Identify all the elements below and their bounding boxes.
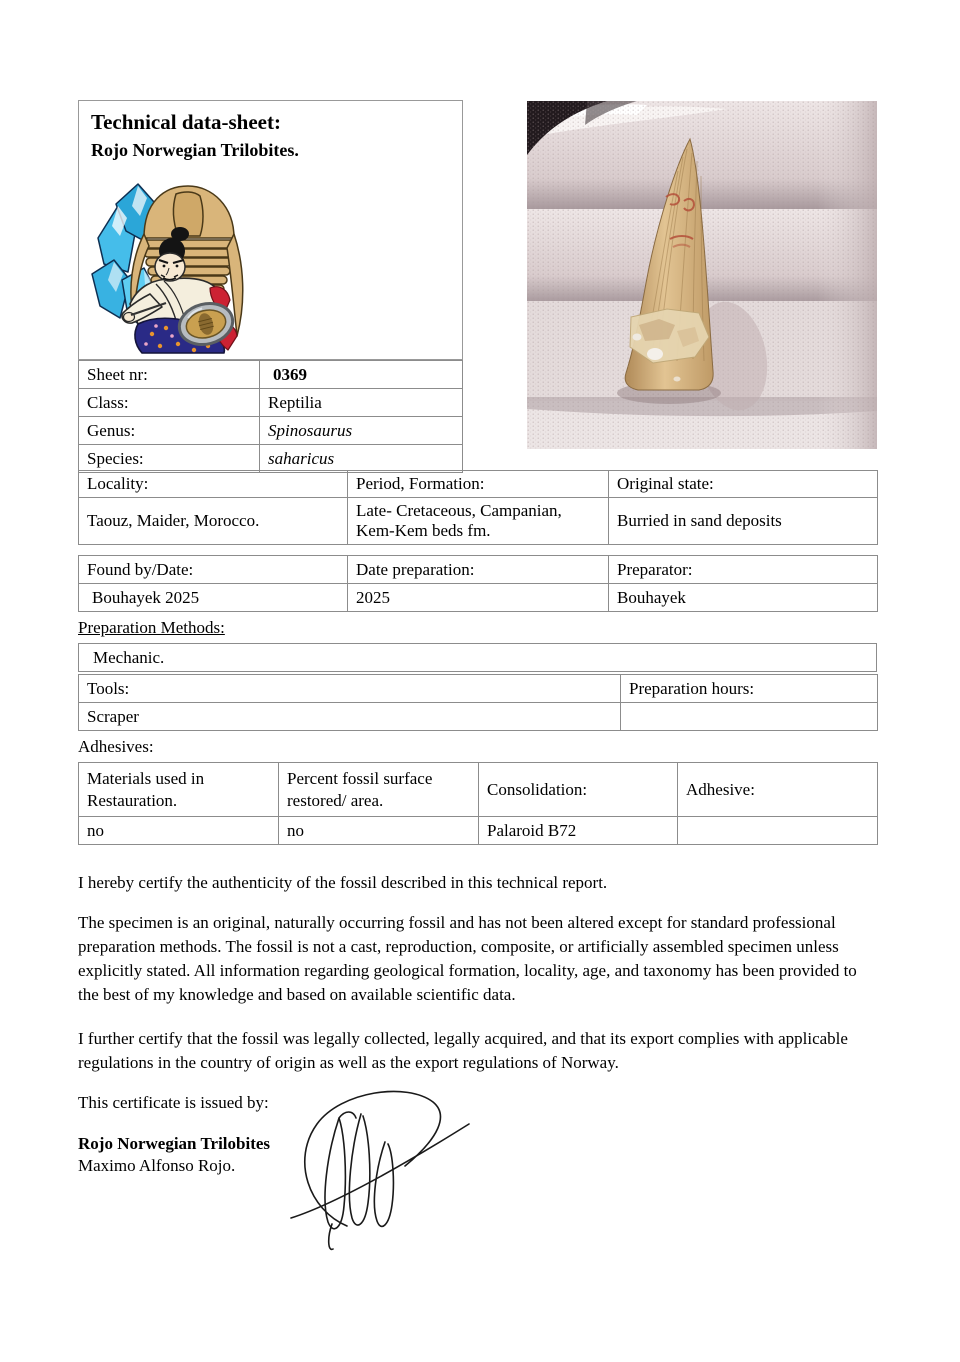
table-row: [79, 556, 878, 584]
table-row: [79, 389, 463, 417]
original-state-value: Burried in sand deposits: [609, 498, 878, 545]
table-row: [79, 817, 878, 845]
header-section: [78, 100, 877, 468]
table-row: [79, 417, 463, 445]
adhesives-heading: Adhesives:: [78, 737, 154, 756]
period-formation-value: Late- Cretaceous, Campanian, Kem-Kem beds fm.: [348, 498, 609, 545]
tools-value: Scraper: [79, 703, 621, 731]
certification-paragraph-3: I further certify that the fossil was legally collected, legally acquired, and that its export complies with applicable regulations in the country of origin as well as the export regulations of Norway.: [78, 1029, 848, 1072]
genus-value: Spinosaurus: [260, 417, 463, 445]
table-row: [79, 498, 878, 545]
consolidation-label: Consolidation:: [479, 763, 678, 817]
preparator-label: Preparator:: [609, 556, 878, 584]
locality-table: [78, 470, 878, 545]
table-row: [79, 644, 877, 672]
class-label: Class:: [79, 389, 260, 417]
adhesive-value: [678, 817, 878, 845]
sheet-nr-label: Sheet nr:: [79, 361, 260, 389]
sheet-nr-value: 0369: [260, 361, 463, 389]
table-row: [79, 703, 878, 731]
page-title: Technical data-sheet:: [91, 110, 281, 134]
materials-value: no: [79, 817, 279, 845]
locality-value: Taouz, Maider, Morocco.: [79, 498, 348, 545]
spinosaurus-tooth-photo: [527, 101, 877, 449]
company-subtitle: Rojo Norwegian Trilobites.: [91, 140, 299, 160]
document-page: [78, 100, 877, 1293]
fossil-photo: [527, 101, 877, 449]
signature: [283, 1086, 473, 1251]
table-row: [79, 445, 463, 473]
preparator-value: Bouhayek: [609, 584, 878, 612]
trilobite-samurai-icon: [86, 176, 251, 354]
preparation-hours-label: Preparation hours:: [621, 675, 878, 703]
issuer-company: Rojo Norwegian Trilobites: [78, 1134, 271, 1153]
class-value: Reptilia: [260, 389, 463, 417]
species-value: saharicus: [260, 445, 463, 473]
table-row: [79, 763, 878, 817]
table-row: [79, 361, 463, 389]
found-by-value: Bouhayek 2025: [79, 584, 348, 612]
adhesives-table: [78, 762, 878, 845]
original-state-label: Original state:: [609, 471, 878, 498]
preparation-hours-value: [621, 703, 878, 731]
datasheet-title-box: [78, 100, 463, 360]
certification-paragraph-2: The specimen is an original, naturally occurring fossil and has not been altered except for standard professional preparation methods. The fossil is not a cast, reproduction, composite, or artificially assembled specimen unless explicitly stated. All information regarding geological formation, locality, age, and taxonomy has been provided to the best of my knowledge and based on available scientific data.: [78, 913, 857, 1004]
issuer-block: [78, 1133, 877, 1293]
table-row: [79, 471, 878, 498]
specimen-table: [78, 360, 463, 473]
materials-label: Materials used in Restauration.: [79, 763, 279, 817]
issued-by-label: This certificate is issued by:: [78, 1093, 269, 1112]
preparation-method-value: Mechanic.: [79, 644, 877, 672]
certification-paragraph-1: I hereby certify the authenticity of the fossil described in this technical report.: [78, 873, 608, 892]
percent-restored-value: no: [279, 817, 479, 845]
tools-table: [78, 674, 878, 731]
found-by-label: Found by/Date:: [79, 556, 348, 584]
percent-restored-label: Percent fossil surface restored/ area.: [279, 763, 479, 817]
species-label: Species:: [79, 445, 260, 473]
preparation-method-table: [78, 643, 877, 672]
tools-label: Tools:: [79, 675, 621, 703]
date-preparation-label: Date preparation:: [348, 556, 609, 584]
consolidation-value: Palaroid B72: [479, 817, 678, 845]
locality-label: Locality:: [79, 471, 348, 498]
date-preparation-value: 2025: [348, 584, 609, 612]
signature-scribble: [283, 1086, 473, 1251]
preparation-methods-heading: Preparation Methods:: [78, 618, 225, 637]
period-formation-label: Period, Formation:: [348, 471, 609, 498]
company-logo: [86, 176, 251, 354]
found-by-table: [78, 555, 878, 612]
adhesive-label: Adhesive:: [678, 763, 878, 817]
genus-label: Genus:: [79, 417, 260, 445]
table-row: [79, 584, 878, 612]
issuer-name: Maximo Alfonso Rojo.: [78, 1156, 236, 1175]
table-row: [79, 675, 878, 703]
